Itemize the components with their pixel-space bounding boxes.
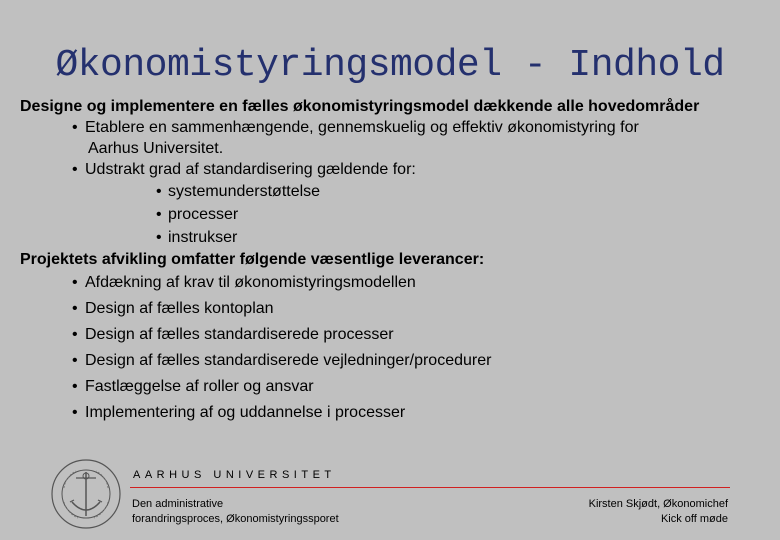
footer-left bbox=[132, 497, 339, 527]
university-seal-icon bbox=[50, 458, 122, 530]
goal-subitem-label: instrukser bbox=[168, 229, 238, 246]
deliverables-list bbox=[20, 270, 760, 426]
bullet: • bbox=[72, 300, 78, 317]
list-item bbox=[20, 400, 760, 426]
list-item bbox=[20, 374, 760, 400]
slide-title: Økonomistyringsmodel - Indhold bbox=[55, 44, 725, 87]
bullet: • bbox=[72, 274, 78, 291]
footer-right-line-2: Kick off møde bbox=[660, 513, 728, 525]
bullet: • bbox=[72, 119, 78, 136]
bullet: • bbox=[156, 229, 162, 246]
list-item bbox=[20, 270, 760, 296]
goal-subitem-label: processer bbox=[168, 206, 239, 223]
bullet: • bbox=[72, 352, 78, 369]
bullet: • bbox=[72, 161, 78, 178]
goal-item-2 bbox=[20, 159, 760, 180]
goal-subitem bbox=[20, 203, 760, 226]
university-name: AARHUS UNIVERSITET bbox=[133, 469, 336, 481]
footer-divider bbox=[130, 487, 730, 488]
slide-body bbox=[20, 96, 760, 426]
bullet: • bbox=[72, 404, 78, 421]
footer-left-line-1: Den administrative bbox=[132, 498, 224, 510]
list-item-label: Implementering af og uddannelse i processer bbox=[85, 404, 406, 421]
list-item-label: Design af fælles standardiserede vejledninger/procedurer bbox=[85, 352, 492, 369]
bullet: • bbox=[156, 206, 162, 223]
intro-text: Designe og implementere en fælles økonomistyringsmodel dækkende alle hovedområder bbox=[20, 98, 700, 115]
list-item-label: Design af fælles standardiserede processer bbox=[85, 326, 394, 343]
goal-subitem bbox=[20, 226, 760, 249]
goal-subitem bbox=[20, 180, 760, 203]
list-item bbox=[20, 296, 760, 322]
goal-subitem-label: systemunderstøttelse bbox=[168, 183, 321, 200]
footer-right bbox=[589, 497, 728, 527]
goal-item-1-line-1: Etablere en sammenhængende, gennemskuelig og effektiv økonomistyring for bbox=[85, 119, 639, 136]
list-item-label: Design af fælles kontoplan bbox=[85, 300, 274, 317]
deliverables-heading: Projektets afvikling omfatter følgende væsentlige leverancer: bbox=[20, 251, 485, 268]
list-item bbox=[20, 322, 760, 348]
footer-left-line-2: forandringsproces, Økonomistyringssporet bbox=[132, 513, 339, 525]
goal-item-1 bbox=[20, 117, 760, 159]
list-item-label: Afdækning af krav til økonomistyringsmodellen bbox=[85, 274, 416, 291]
goal-item-1-line-2: Aarhus Universitet. bbox=[88, 140, 224, 157]
bullet: • bbox=[72, 378, 78, 395]
list-item bbox=[20, 348, 760, 374]
goal-item-2-label: Udstrakt grad af standardisering gældende for: bbox=[85, 161, 416, 178]
bullet: • bbox=[156, 183, 162, 200]
list-item-label: Fastlæggelse af roller og ansvar bbox=[85, 378, 314, 395]
footer-right-line-1: Kirsten Skjødt, Økonomichef bbox=[588, 498, 728, 510]
bullet: • bbox=[72, 326, 78, 343]
